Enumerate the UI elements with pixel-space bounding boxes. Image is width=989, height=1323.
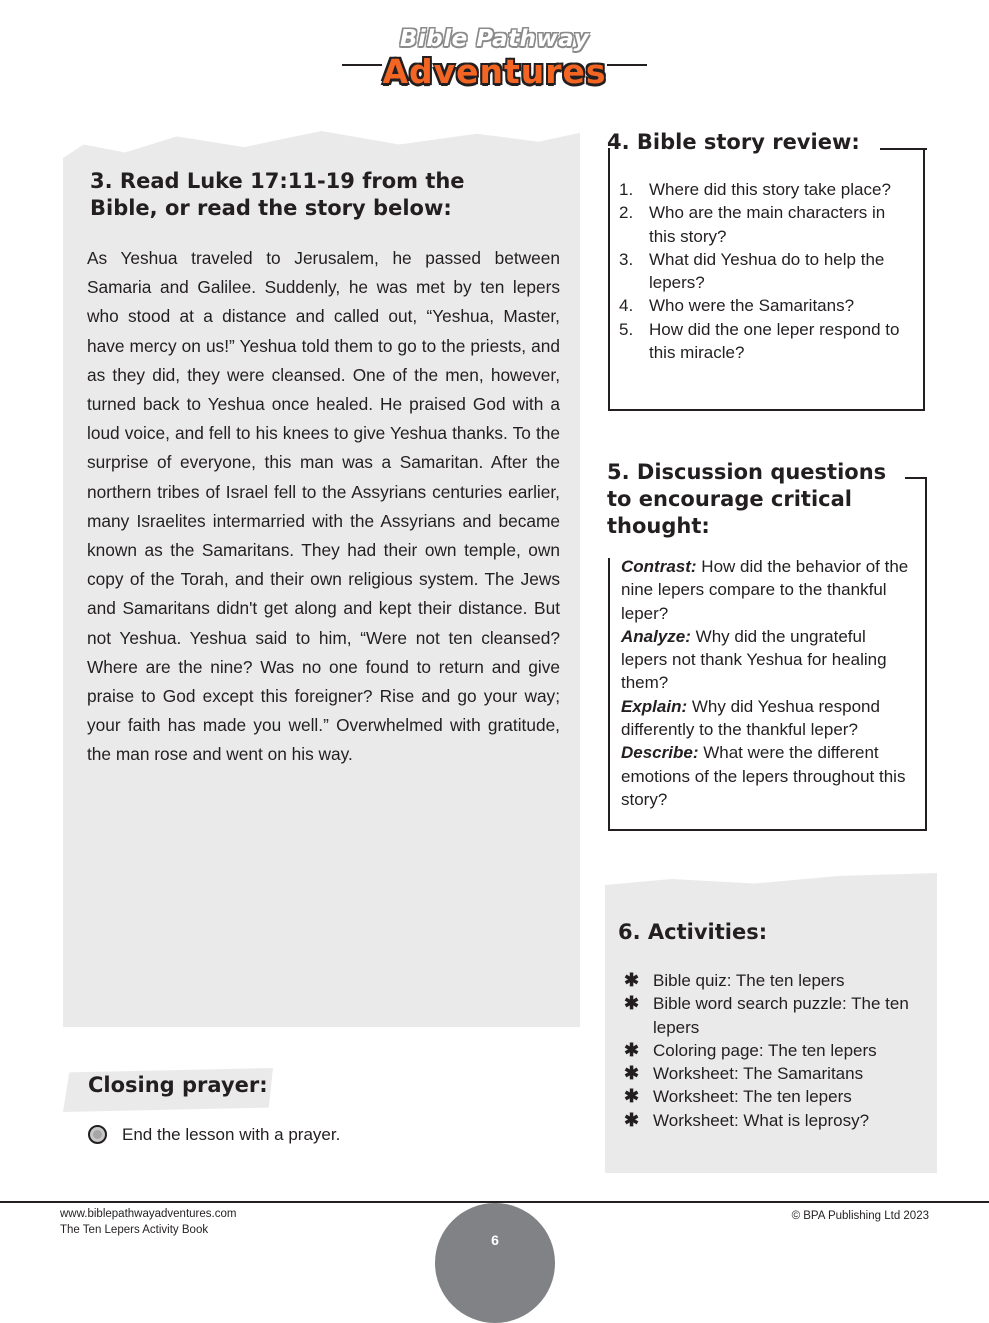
activity-item-text: Worksheet: What is leprosy? [653,1110,870,1130]
activity-item [624,1062,924,1085]
asterisk-bullet-icon: ✱ [624,1063,640,1084]
review-question [616,294,916,317]
asterisk-bullet-icon: ✱ [624,1039,640,1060]
review-question-list [616,178,916,364]
activities-list [624,969,924,1132]
logo-left-dash [342,64,382,66]
review-question-number: 1. [619,180,634,199]
asterisk-bullet-icon: ✱ [624,1109,640,1130]
discussion-question-label: Explain: [621,696,688,716]
activity-item-text: Bible quiz: The ten lepers [653,971,845,990]
activity-item-text: Worksheet: The Samaritans [653,1064,864,1084]
discussion-box-left-line [608,558,610,831]
discussion-question-text: What were the different emotions of the lepers throughout this story? [621,743,906,809]
discussion-heading-line2: to encourage critical [607,487,852,511]
story-text: As Yeshua traveled to Jerusalem, he passed between Samaria and Galilee. Suddenly, he was met by ten lepers who stood at a distance and called out, “Yeshua, Master, have mercy on us!” Yeshua told them to go to the priests, and as they did, they were cleansed. One of the men, however, turned back to Yeshua once healed. He praised God with a loud voice, and fell to his knees to give Yeshua thanks. To the surprise of everyone, this man was a Samaritan. After the northern tribes of Israel fell to the Assyrians centuries earlier, many Israelites intermarried with the Assyrians and became known as the Samaritans. They had their own temple, own copy of the Torah, and their own religious system. The Jews and Samaritans didn't get along and kept their distance. But not Yeshua. Yeshua said to him, “Were not ten cleansed? Where are the nine? Was no one found to return and give praise to God except this foreigner? Rise and go your way; your faith has made you well.” Overwhelmed with gratitude, the man rose and went on his way. [87,248,560,765]
page-number: 6 [491,1232,499,1248]
activity-item-text: Coloring page: The ten lepers [653,1040,877,1060]
discussion-heading-line3: thought: [607,514,710,538]
review-question [616,178,916,201]
story-heading-line2: Bible, or read the story below: [90,196,452,220]
prayer-text: End the lesson with a prayer. [122,1125,341,1144]
review-question-number: 2. [619,203,634,223]
discussion-question-label: Contrast: [621,557,697,576]
activity-item [624,992,924,1039]
discussion-heading [607,459,886,540]
circle-bullet-icon [88,1125,107,1144]
activity-item [624,1109,924,1132]
discussion-heading-line1: 5. Discussion questions [607,460,887,484]
asterisk-bullet-icon: ✱ [624,970,640,990]
review-question [616,318,916,365]
story-heading-line1: 3. Read Luke 17:11-19 from the [90,169,465,193]
discussion-question [621,741,916,811]
footer-copyright: © BPA Publishing Ltd 2023 [791,1210,929,1222]
logo-bottom-line: Adventures [382,52,607,91]
review-question-text: How did the one leper respond to this miracle? [649,319,900,363]
discussion-questions [621,555,916,811]
footer-website: www.biblepathwayadventures.com [60,1208,237,1220]
review-heading: 4. Bible story review: [607,130,860,154]
discussion-question [621,625,916,695]
activity-item-text: Bible word search puzzle: The ten lepers [653,994,909,1037]
asterisk-bullet-icon: ✱ [624,1086,640,1107]
story-heading [90,168,465,222]
discussion-question-label: Analyze: [621,626,691,646]
review-question-text: Where did this story take place? [649,180,891,199]
discussion-question [621,695,916,742]
activity-item-text: Worksheet: The ten lepers [653,1087,852,1107]
activity-item [624,1039,924,1062]
review-question-text: Who were the Samaritans? [649,296,855,316]
activity-item [624,969,924,992]
activities-heading: 6. Activities: [618,920,768,944]
review-question-number: 5. [619,319,634,339]
discussion-question-label: Describe: [621,743,699,763]
review-question-number: 4. [619,296,634,316]
review-question-text: Who are the main characters in this story? [649,203,886,246]
review-question [616,201,916,248]
page-number-badge [435,1203,555,1323]
prayer-heading: Closing prayer: [88,1073,268,1097]
review-question [616,248,916,295]
footer-book-title: The Ten Lepers Activity Book [60,1224,209,1236]
discussion-question [621,555,916,625]
review-box-top-line [880,148,927,150]
discussion-question-text: How did the behavior of the nine lepers compare to the thankful leper? [621,557,909,623]
logo-top-line: Bible Pathway [399,26,590,52]
review-question-number: 3. [619,249,634,269]
discussion-box-top-line [905,477,927,479]
discussion-question-text: Why did the ungrateful lepers not thank Yeshua for healing them? [621,626,887,693]
review-question-text: What did Yeshua do to help the lepers? [649,249,885,293]
discussion-question-text: Why did Yeshua respond differently to the thankful leper? [621,696,880,740]
asterisk-bullet-icon: ✱ [624,993,640,1014]
activity-item [624,1085,924,1108]
logo-right-dash [607,64,647,66]
